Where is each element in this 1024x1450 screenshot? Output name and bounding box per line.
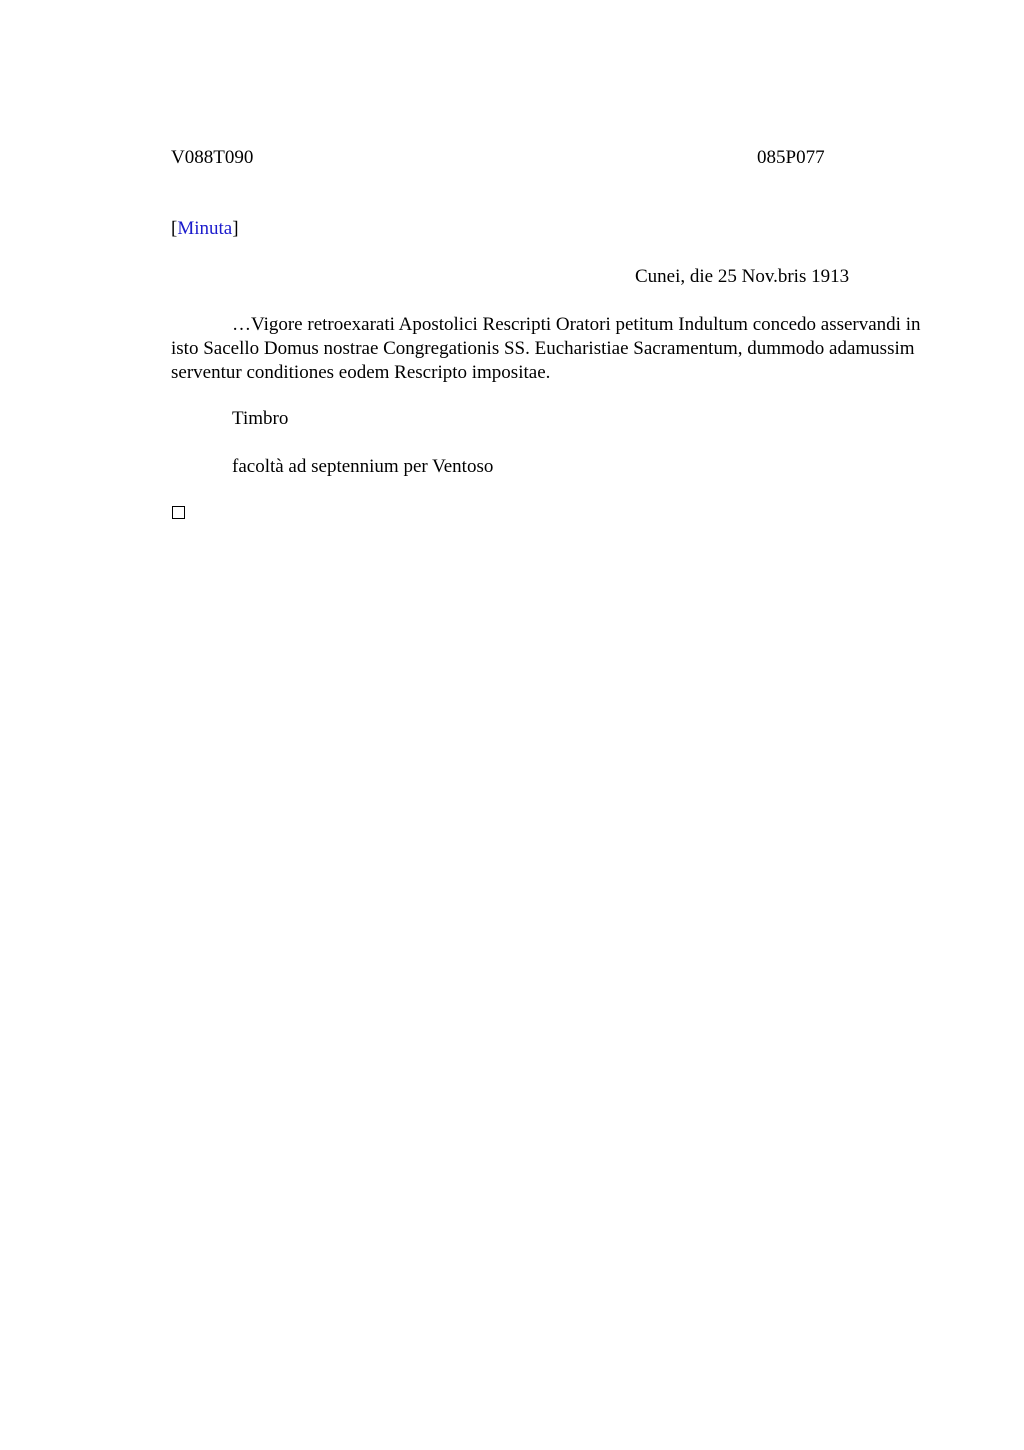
place-date-line: Cunei, die 25 Nov.bris 1913 <box>635 266 850 287</box>
label-open-bracket: [ <box>171 218 178 239</box>
right-reference-code: 085P077 <box>757 147 825 168</box>
document-label <box>171 218 239 240</box>
label-close-bracket: ] <box>232 218 239 239</box>
closing-note: facoltà ad septennium per Ventoso <box>232 456 494 477</box>
body-paragraph: …Vigore retroexarati Apostolici Rescripti Oratori petitum Indultum concedo asservandi in isto Sacello Domus nostrae Congregationis SS. Eucharistiae Sacramentum, dummodo adamussim serventur conditiones eodem Rescripto impositae. <box>171 314 921 383</box>
empty-square-icon <box>172 506 185 519</box>
left-reference-code: V088T090 <box>171 147 254 168</box>
stamp-note: Timbro <box>232 408 289 429</box>
minuta-link[interactable]: Minuta <box>177 218 233 239</box>
